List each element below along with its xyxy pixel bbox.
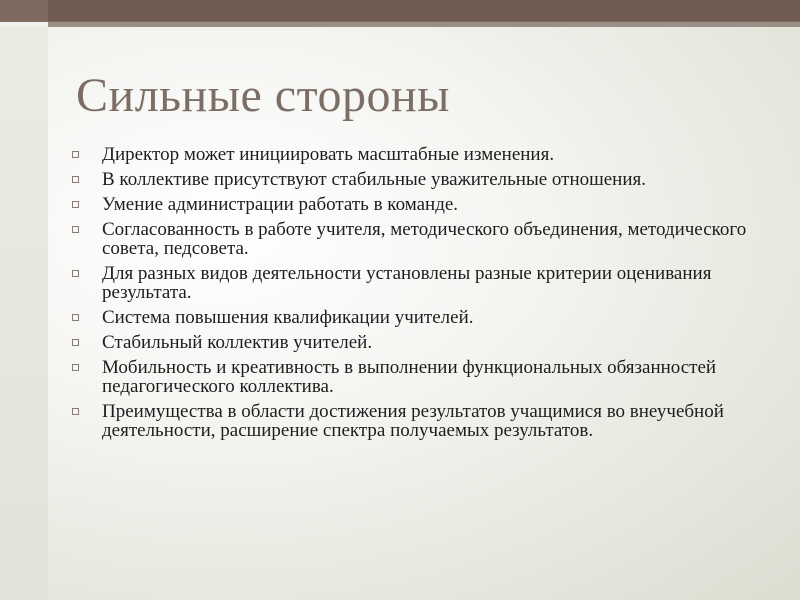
list-item [70,358,770,396]
bullet-text: Мобильность и креативность в выполнении функциональных обязанностей педагогического коллектива. [102,357,717,397]
list-item [70,170,770,189]
list-item [70,308,770,327]
square-bullet-icon [72,201,79,208]
list-item [70,220,770,258]
bullet-text: Стабильный коллектив учителей. [102,332,373,353]
top-bar-divider [48,22,800,27]
bullet-text: Умение администрации работать в команде. [102,194,459,215]
square-bullet-icon [72,339,79,346]
list-item [70,402,770,440]
bullet-text: Директор может инициировать масштабные изменения. [102,144,555,165]
bullet-text: Для разных видов деятельности установлены разные критерии оценивания результата. [102,263,712,303]
square-bullet-icon [72,151,79,158]
list-item [70,333,770,352]
list-item [70,145,770,164]
square-bullet-icon [72,226,79,233]
square-bullet-icon [72,408,79,415]
square-bullet-icon [72,314,79,321]
slide-title: Сильные стороны [76,69,450,122]
list-item [70,195,770,214]
bullet-text: Согласованность в работе учителя, методического объединения, методического совета, педсовета. [102,219,747,259]
square-bullet-icon [72,270,79,277]
list-item [70,264,770,302]
square-bullet-icon [72,176,79,183]
bullet-list [70,145,770,446]
left-margin-band [0,27,48,600]
bullet-text: Система повышения квалификации учителей. [102,307,474,328]
bullet-text: В коллективе присутствуют стабильные уважительные отношения. [102,169,646,190]
square-bullet-icon [72,364,79,371]
bullet-text: Преимущества в области достижения результатов учащимися во внеучебной деятельности, расширение спектра получаемых результатов. [102,401,724,441]
top-bar-accent [48,0,800,21]
